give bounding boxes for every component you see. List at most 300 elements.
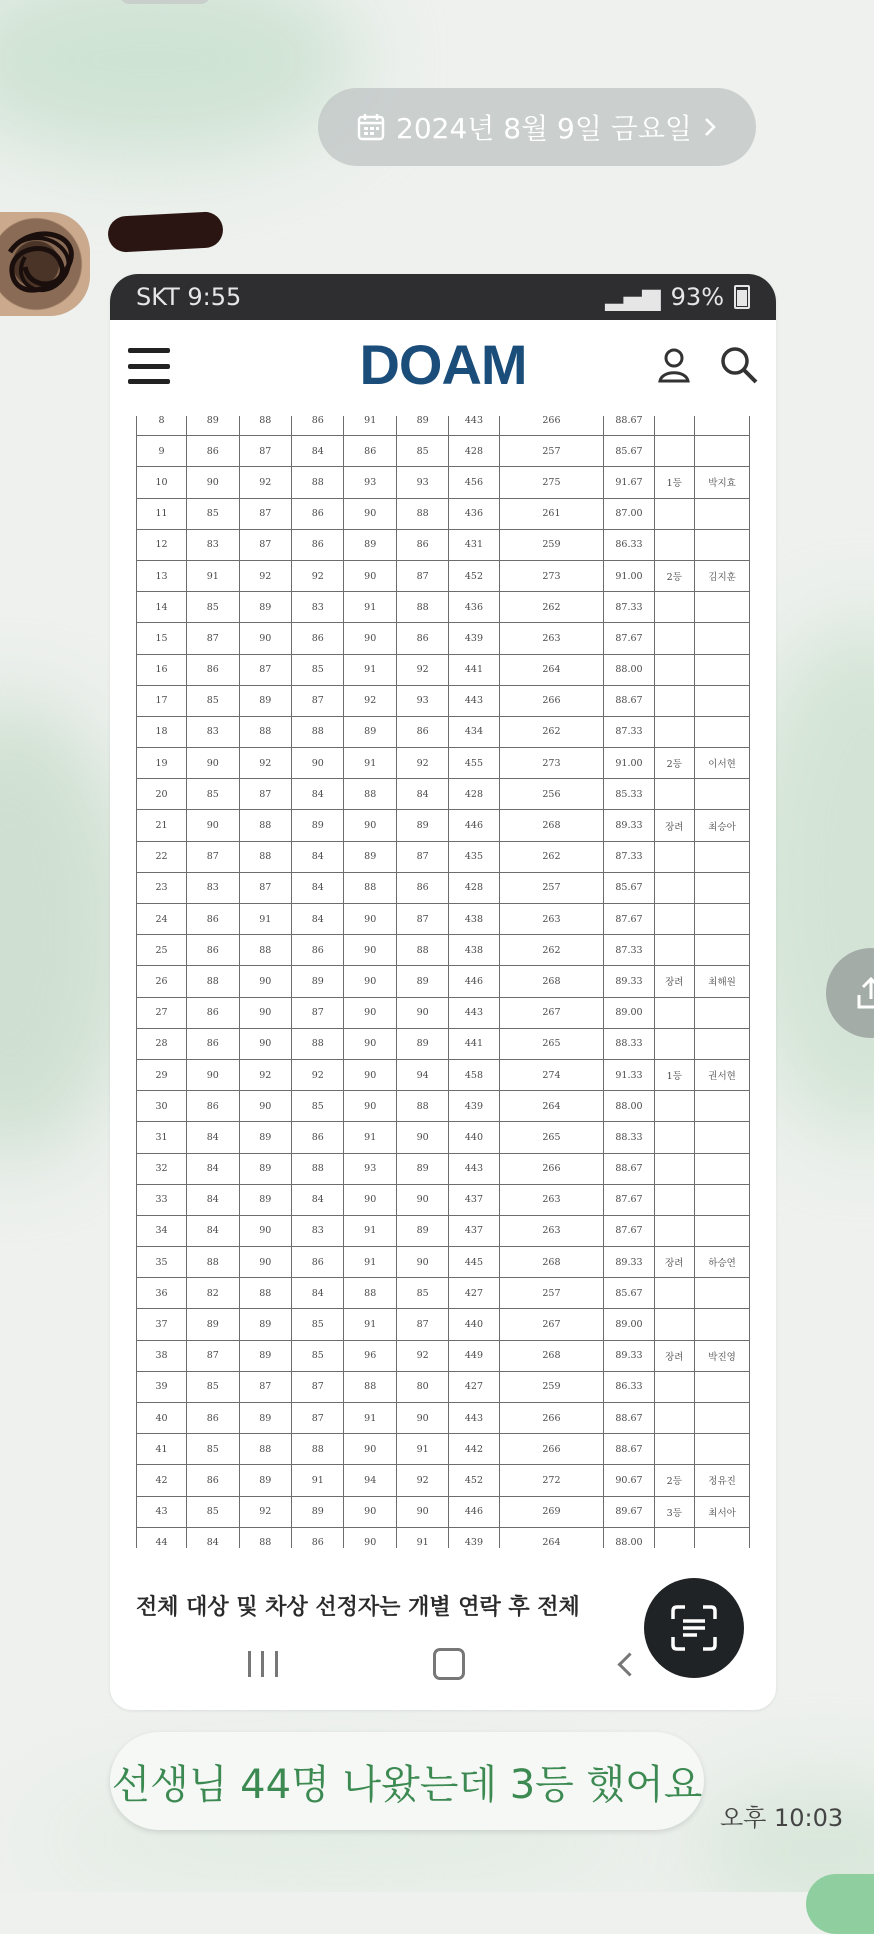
table-cell: 439 [449,1091,499,1122]
table-cell: 87 [396,841,448,872]
table-cell: 86 [292,529,344,560]
table-cell: 18 [137,716,187,747]
table-cell: 28 [137,1028,187,1059]
table-cell: 87 [187,1340,239,1371]
table-cell: 89 [292,966,344,997]
table-cell [695,1028,750,1059]
table-cell: 262 [499,716,604,747]
table-cell: 43 [137,1496,187,1527]
table-cell: 88.00 [604,1527,654,1548]
table-cell: 90 [239,997,291,1028]
table-cell: 89 [239,1403,291,1434]
table-cell: 87.33 [604,716,654,747]
calendar-icon [356,112,386,142]
table-cell: 439 [449,623,499,654]
table-cell: 91.00 [604,748,654,779]
table-cell: 436 [449,498,499,529]
table-cell [654,436,695,467]
table-cell: 86 [187,1028,239,1059]
table-cell: 88 [239,416,291,436]
date-chip[interactable] [318,88,756,166]
table-cell: 92 [239,748,291,779]
table-cell: 264 [499,1527,604,1548]
table-cell [695,1371,750,1402]
table-cell: 82 [187,1278,239,1309]
table-cell: 263 [499,1184,604,1215]
table-row [137,1091,750,1122]
chevron-right-icon [702,116,718,138]
table-cell [695,1278,750,1309]
sender-name-redacted [107,211,224,253]
table-cell: 92 [239,1496,291,1527]
table-cell: 88 [292,716,344,747]
table-cell: 90 [239,623,291,654]
table-cell: 86 [292,1122,344,1153]
table-cell: 87.67 [604,1184,654,1215]
table-cell: 34 [137,1215,187,1246]
table-cell: 2등 [654,560,695,591]
table-cell: 91 [187,560,239,591]
table-cell [654,1091,695,1122]
table-cell: 262 [499,592,604,623]
table-cell: 91 [239,904,291,935]
table-cell: 87 [396,1309,448,1340]
table-cell: 265 [499,1122,604,1153]
table-cell: 438 [449,935,499,966]
table-cell: 91 [344,1122,396,1153]
table-row [137,592,750,623]
table-cell: 장려 [654,966,695,997]
table-cell: 428 [449,436,499,467]
table-cell: 86 [292,935,344,966]
table-cell: 259 [499,1371,604,1402]
text-scan-button[interactable] [644,1578,744,1678]
message-bubble[interactable] [110,1732,704,1830]
table-cell: 90.67 [604,1465,654,1496]
table-cell: 1등 [654,467,695,498]
table-cell: 437 [449,1215,499,1246]
table-cell: 84 [292,841,344,872]
table-cell: 267 [499,997,604,1028]
table-cell [695,592,750,623]
table-row [137,1122,750,1153]
table-cell: 11 [137,498,187,529]
table-cell [695,779,750,810]
table-cell: 39 [137,1371,187,1402]
table-cell: 88 [344,1371,396,1402]
table-cell: 92 [396,748,448,779]
table-cell: 89 [292,1496,344,1527]
table-cell: 89 [396,810,448,841]
table-cell: 90 [187,748,239,779]
user-icon[interactable] [656,346,692,384]
table-cell: 90 [344,997,396,1028]
table-cell: 83 [187,872,239,903]
battery-icon [734,285,750,309]
table-cell: 84 [396,779,448,810]
table-cell [654,841,695,872]
table-cell: 449 [449,1340,499,1371]
table-cell: 269 [499,1496,604,1527]
table-cell: 9 [137,436,187,467]
table-cell: 20 [137,779,187,810]
table-cell: 88 [292,1028,344,1059]
table-row [137,1215,750,1246]
table-cell: 33 [137,1184,187,1215]
table-cell: 88 [239,810,291,841]
table-cell: 90 [239,1215,291,1246]
table-cell: 89 [344,841,396,872]
table-cell: 90 [344,623,396,654]
table-cell: 456 [449,467,499,498]
table-cell: 91 [344,1215,396,1246]
table-row [137,1434,750,1465]
table-cell: 17 [137,685,187,716]
table-row [137,966,750,997]
table-cell: 86.33 [604,1371,654,1402]
table-row [137,1340,750,1371]
table-cell: 30 [137,1091,187,1122]
table-cell: 89 [396,1153,448,1184]
table-cell [654,1371,695,1402]
table-cell: 86 [187,1091,239,1122]
table-cell: 443 [449,416,499,436]
table-cell [695,716,750,747]
table-cell: 87 [239,872,291,903]
table-cell: 86 [396,623,448,654]
table-cell: 446 [449,810,499,841]
table-cell: 257 [499,1278,604,1309]
table-cell: 1등 [654,1059,695,1090]
table-cell: 15 [137,623,187,654]
table-cell: 90 [187,810,239,841]
table-cell: 428 [449,779,499,810]
scribble-redaction-icon [0,212,90,316]
table-cell: 2등 [654,1465,695,1496]
table-cell: 266 [499,1153,604,1184]
table-row [137,436,750,467]
table-cell: 91 [396,1434,448,1465]
table-cell: 86 [187,935,239,966]
table-cell: 86 [396,872,448,903]
table-cell: 85 [187,1496,239,1527]
table-cell: 85 [396,436,448,467]
table-row [137,1184,750,1215]
table-row [137,1309,750,1340]
site-logo[interactable]: DOAM [359,333,527,396]
table-cell: 88 [292,1434,344,1465]
table-cell: 90 [344,935,396,966]
table-cell [695,1122,750,1153]
table-cell: 87 [239,1371,291,1402]
table-cell: 89 [292,810,344,841]
carrier-time: SKT 9:55 [136,283,242,311]
table-cell: 86 [187,436,239,467]
table-cell: 최승아 [695,810,750,841]
table-cell: 88 [344,779,396,810]
table-cell: 90 [239,1091,291,1122]
table-cell: 87 [292,1371,344,1402]
table-cell: 19 [137,748,187,779]
table-cell: 하승연 [695,1247,750,1278]
table-row [137,1059,750,1090]
battery-percent: 93% [670,283,724,311]
table-cell: 88.67 [604,1403,654,1434]
table-cell: 92 [396,654,448,685]
table-cell: 87.33 [604,935,654,966]
table-cell: 91 [344,1309,396,1340]
search-icon[interactable] [718,344,760,386]
table-cell: 37 [137,1309,187,1340]
table-cell: 90 [239,966,291,997]
table-cell [695,997,750,1028]
table-cell: 88 [292,467,344,498]
table-cell: 84 [292,436,344,467]
table-cell: 90 [344,1184,396,1215]
table-cell [654,529,695,560]
table-cell [695,1309,750,1340]
table-cell: 87 [239,498,291,529]
table-cell: 8 [137,416,187,436]
table-cell: 13 [137,560,187,591]
table-cell: 86 [344,436,396,467]
table-row [137,498,750,529]
table-cell: 90 [344,1527,396,1548]
table-cell: 88.33 [604,1122,654,1153]
table-cell: 452 [449,560,499,591]
table-cell: 88 [292,1153,344,1184]
table-cell: 21 [137,810,187,841]
table-cell: 86 [396,716,448,747]
table-cell: 88.67 [604,685,654,716]
table-cell: 87 [396,904,448,935]
table-row [137,1153,750,1184]
table-cell: 86 [292,1527,344,1548]
table-cell: 10 [137,467,187,498]
table-cell: 89.33 [604,1247,654,1278]
table-cell [654,935,695,966]
table-cell: 88 [239,1527,291,1548]
table-cell: 91 [292,1465,344,1496]
table-cell: 91 [396,1527,448,1548]
table-cell: 86 [187,1465,239,1496]
table-cell: 84 [187,1122,239,1153]
table-cell: 88.00 [604,654,654,685]
table-cell: 90 [292,748,344,779]
table-cell: 85 [187,498,239,529]
table-cell: 89.33 [604,966,654,997]
table-cell: 31 [137,1122,187,1153]
table-cell: 93 [344,467,396,498]
table-row [137,716,750,747]
table-cell [695,1184,750,1215]
table-cell: 259 [499,529,604,560]
table-cell: 89.00 [604,997,654,1028]
table-cell: 85.33 [604,779,654,810]
table-cell: 87 [292,1403,344,1434]
table-cell: 441 [449,654,499,685]
table-cell: 94 [396,1059,448,1090]
table-cell: 최해원 [695,966,750,997]
table-cell: 92 [396,1465,448,1496]
table-cell: 85 [187,685,239,716]
table-cell: 90 [187,467,239,498]
shared-screenshot[interactable] [110,274,776,1710]
table-cell [654,1434,695,1465]
table-cell: 85 [292,654,344,685]
table-cell: 87 [239,654,291,685]
table-row [137,841,750,872]
table-cell: 434 [449,716,499,747]
table-cell: 정유진 [695,1465,750,1496]
table-cell [695,1434,750,1465]
table-cell: 88.67 [604,1153,654,1184]
table-cell: 김지훈 [695,560,750,591]
table-cell: 3등 [654,1496,695,1527]
table-cell: 87 [292,685,344,716]
table-cell [654,1122,695,1153]
table-cell: 93 [396,685,448,716]
table-cell: 25 [137,935,187,966]
table-cell: 88 [344,1278,396,1309]
table-row [137,685,750,716]
text-scan-icon [669,1603,719,1653]
table-cell: 89 [239,1122,291,1153]
table-cell [695,654,750,685]
table-cell: 273 [499,560,604,591]
message-time: 오후 10:03 [720,1804,844,1832]
table-cell [695,436,750,467]
table-cell: 40 [137,1403,187,1434]
table-cell: 90 [344,1434,396,1465]
table-cell: 80 [396,1371,448,1402]
table-cell: 452 [449,1465,499,1496]
table-cell: 92 [344,685,396,716]
table-cell: 90 [344,498,396,529]
table-cell [654,1215,695,1246]
table-cell: 89 [239,1340,291,1371]
table-cell: 272 [499,1465,604,1496]
table-cell: 88 [396,1091,448,1122]
table-row [137,997,750,1028]
table-cell: 89 [344,716,396,747]
table-cell: 263 [499,904,604,935]
table-cell: 12 [137,529,187,560]
table-cell [654,1309,695,1340]
recent-apps-icon [248,1651,278,1677]
table-row [137,810,750,841]
table-row [137,1278,750,1309]
table-cell: 440 [449,1309,499,1340]
table-cell: 86 [187,1403,239,1434]
table-cell [695,1527,750,1548]
table-cell: 87.33 [604,841,654,872]
table-cell [695,623,750,654]
table-cell: 85.67 [604,1278,654,1309]
table-cell: 91.33 [604,1059,654,1090]
table-row [137,1465,750,1496]
table-row [137,623,750,654]
home-icon [433,1648,465,1680]
table-cell [654,1278,695,1309]
avatar[interactable] [0,212,90,316]
table-cell: 442 [449,1434,499,1465]
table-cell: 87 [239,779,291,810]
table-cell: 264 [499,1091,604,1122]
table-cell: 274 [499,1059,604,1090]
table-cell: 89 [396,1028,448,1059]
table-cell: 267 [499,1309,604,1340]
table-cell: 85.67 [604,436,654,467]
table-cell [695,872,750,903]
table-cell: 439 [449,1527,499,1548]
table-cell: 257 [499,436,604,467]
table-cell: 89.33 [604,810,654,841]
table-cell [654,654,695,685]
table-cell: 435 [449,841,499,872]
table-row [137,1247,750,1278]
table-cell: 91 [344,592,396,623]
table-cell: 89 [239,685,291,716]
table-cell: 89 [239,1309,291,1340]
table-cell: 86 [187,654,239,685]
table-cell [654,1184,695,1215]
table-cell: 박진영 [695,1340,750,1371]
table-cell: 436 [449,592,499,623]
table-cell: 446 [449,966,499,997]
table-row [137,935,750,966]
table-cell: 85 [292,1309,344,1340]
table-cell: 90 [396,1122,448,1153]
table-cell: 86 [292,623,344,654]
table-cell: 88 [187,966,239,997]
table-cell: 85 [187,592,239,623]
site-header [110,320,776,416]
table-cell: 90 [344,1496,396,1527]
table-cell: 85 [187,1371,239,1402]
table-cell: 22 [137,841,187,872]
table-row [137,416,750,436]
table-cell: 89 [396,1215,448,1246]
table-row [137,654,750,685]
table-cell: 443 [449,1403,499,1434]
previous-element-edge [120,0,210,4]
table-cell: 92 [396,1340,448,1371]
table-cell: 455 [449,748,499,779]
table-cell: 90 [396,1403,448,1434]
table-cell: 88 [344,872,396,903]
table-cell: 87 [292,997,344,1028]
table-cell: 88 [239,1278,291,1309]
table-cell: 84 [292,779,344,810]
table-cell: 83 [187,529,239,560]
signal-icon: ▂▄▆ [605,283,661,311]
table-cell: 263 [499,1215,604,1246]
table-cell: 85 [292,1340,344,1371]
table-cell: 256 [499,779,604,810]
table-cell: 91 [344,654,396,685]
table-cell [695,904,750,935]
table-cell: 85 [292,1091,344,1122]
table-cell: 427 [449,1278,499,1309]
table-cell [695,498,750,529]
table-cell: 92 [292,560,344,591]
table-cell: 87 [187,623,239,654]
table-cell: 장려 [654,1340,695,1371]
table-row [137,529,750,560]
table-cell: 87.67 [604,904,654,935]
table-cell [654,997,695,1028]
